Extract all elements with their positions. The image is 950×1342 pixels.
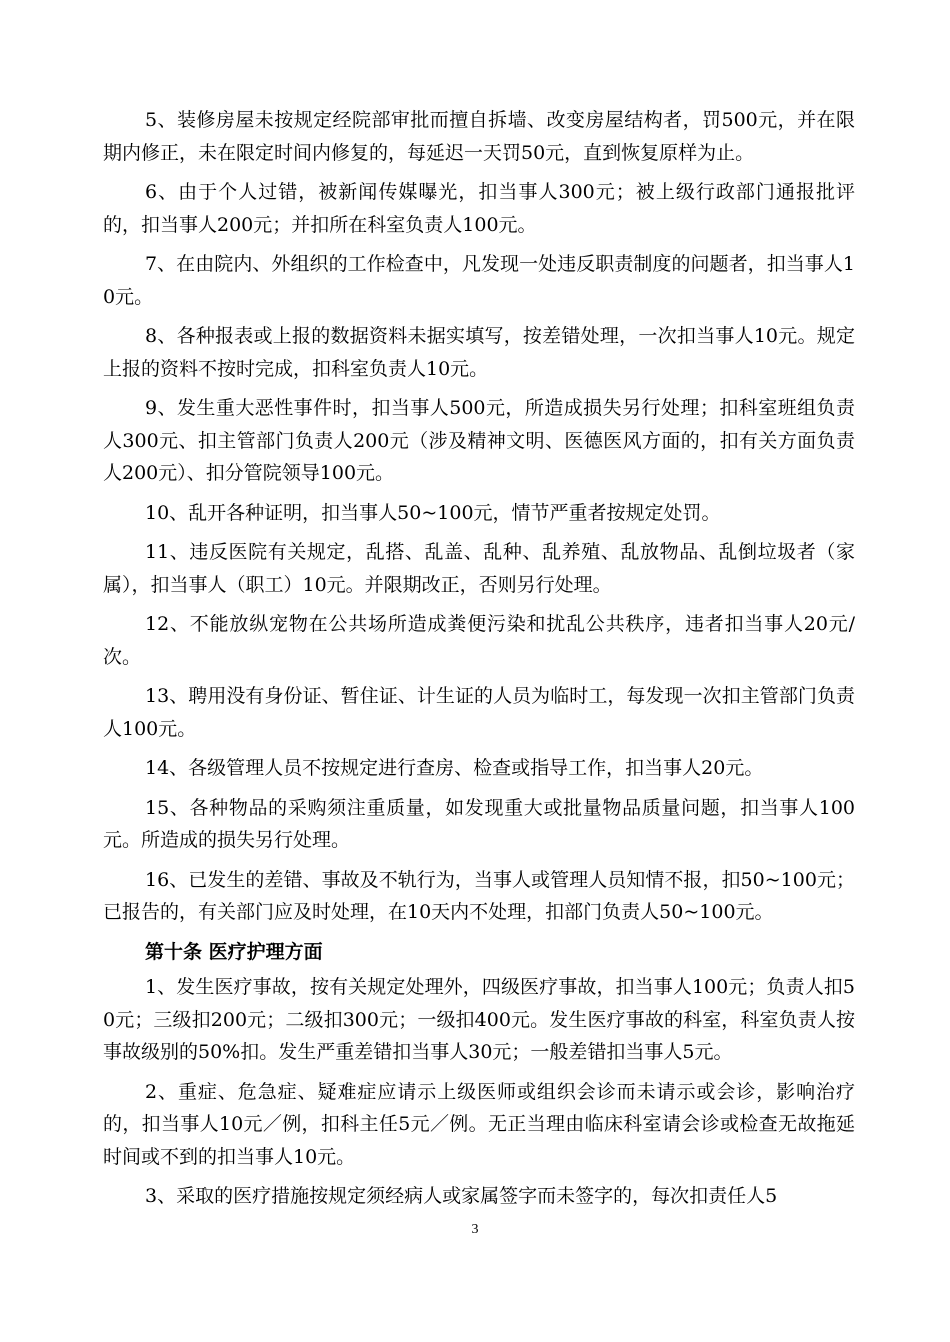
clause-item-8: 8、各种报表或上报的数据资料未据实填写，按差错处理，一次扣当事人10元。规定上报的资料不按时完成，扣科室负责人10元。 — [103, 325, 855, 380]
page-number: 3 — [471, 1222, 479, 1237]
clause-item-6: 6、由于个人过错，被新闻传媒曝光，扣当事人300元；被上级行政部门通报批评的，扣当事人200元；并扣所在科室负责人100元。 — [103, 181, 855, 236]
clause-item-15: 15、各种物品的采购须注重质量，如发现重大或批量物品质量问题，扣当事人100元。所造成的损失另行处理。 — [103, 796, 855, 851]
clause-item-12: 12、不能放纵宠物在公共场所造成粪便污染和扰乱公共秩序，违者扣当事人20元/次。 — [103, 613, 855, 668]
medical-clause-item-2: 2、重症、危急症、疑难症应请示上级医师或组织会诊而未请示或会诊，影响治疗的，扣当事人10元／例，扣科主任5元／例。无正当理由临床科室请会诊或检查无故拖延时间或不到的扣当事人10元。 — [103, 1080, 855, 1168]
section-heading: 第十条 医疗护理方面 — [145, 940, 323, 963]
clause-item-10: 10、乱开各种证明，扣当事人50~100元，情节严重者按规定处罚。 — [145, 501, 721, 524]
medical-clause-item-1: 1、发生医疗事故，按有关规定处理外，四级医疗事故，扣当事人100元；负责人扣50元；三级扣200元；二级扣300元；一级扣400元。发生医疗事故的科室，科室负责人按事故级别的50%扣。发生严重差错扣当事人30元；一般差错扣当事人5元。 — [103, 976, 855, 1063]
document-body — [103, 104, 855, 1220]
clause-item-11: 11、违反医院有关规定，乱搭、乱盖、乱种、乱养殖、乱放物品、乱倒垃圾者（家属），扣当事人（职工）10元。并限期改正，否则另行处理。 — [103, 541, 855, 596]
clause-item-7: 7、在由院内、外组织的工作检查中，凡发现一处违反职责制度的问题者，扣当事人10元。 — [103, 253, 855, 308]
clause-item-9: 9、发生重大恶性事件时，扣当事人500元，所造成损失另行处理；扣科室班组负责人300元、扣主管部门负责人200元（涉及精神文明、医德医风方面的，扣有关方面负责人200元）、扣分管院领导100元。 — [103, 397, 855, 484]
clause-item-5: 5、装修房屋未按规定经院部审批而擅自拆墙、改变房屋结构者，罚500元，并在限期内修正，未在限定时间内修复的，每延迟一天罚50元，直到恢复原样为止。 — [103, 109, 855, 164]
medical-clause-item-3: 3、采取的医疗措施按规定须经病人或家属签字而未签字的，每次扣责任人5 — [145, 1185, 778, 1207]
clause-item-13: 13、聘用没有身份证、暂住证、计生证的人员为临时工，每发现一次扣主管部门负责人100元。 — [103, 685, 855, 740]
clause-item-14: 14、各级管理人员不按规定进行查房、检查或指导工作，扣当事人20元。 — [145, 757, 764, 779]
clause-item-16: 16、已发生的差错、事故及不轨行为，当事人或管理人员知情不报，扣50~100元；已报告的，有关部门应及时处理，在10天内不处理，扣部门负责人50~100元。 — [103, 868, 855, 923]
